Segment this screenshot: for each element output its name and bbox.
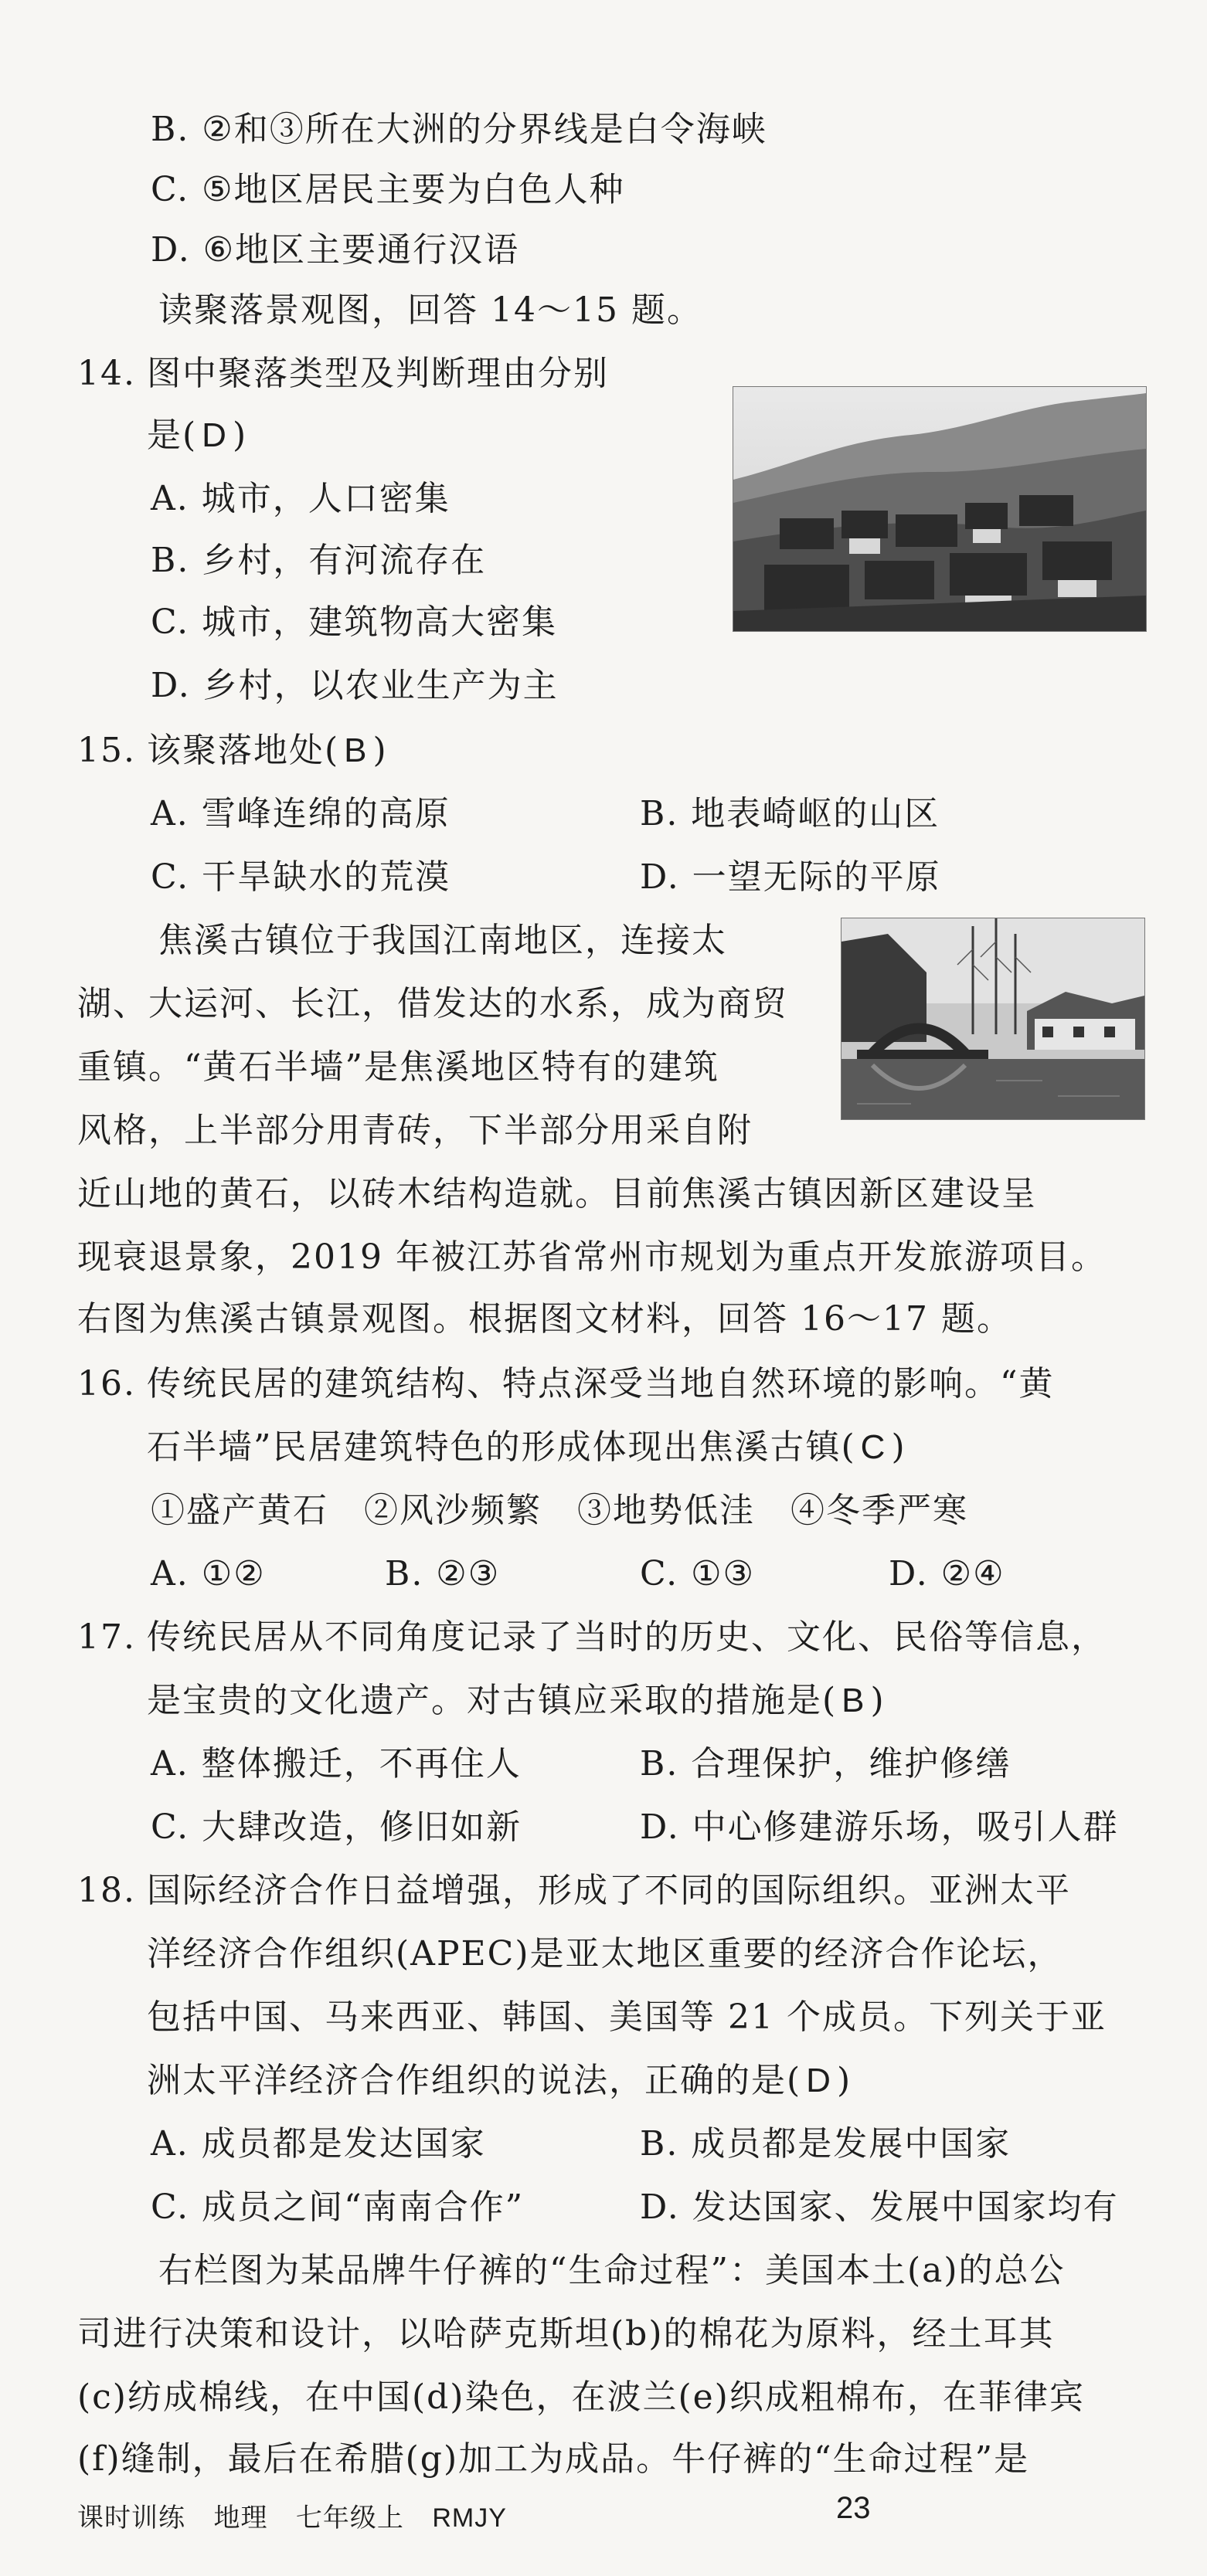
footer-subject: 地理 <box>213 2503 268 2533</box>
q15-text <box>147 726 388 776</box>
passage-line5: 近山地的黄石，以砖木结构造就。目前焦溪古镇因新区建设呈 <box>77 1174 1037 1213</box>
q15-option-b: B. 地表崎岖的山区 <box>640 794 940 833</box>
q13-option-d: D. ⑥地区主要通行汉语 <box>151 230 520 270</box>
q14-number: 14. <box>77 354 136 393</box>
q14-option-c: C. 城市，建筑物高大密集 <box>151 602 558 642</box>
q16-option-a: A. ①② <box>151 1554 266 1593</box>
q18-option-c: C. 成员之间“南南合作” <box>151 2187 525 2227</box>
q18-answer: D <box>806 2062 832 2099</box>
jiaoxi-town-photo <box>841 918 1145 1120</box>
footer-series: 课时训练 <box>77 2503 185 2533</box>
q17-option-a: A. 整体搬迁，不再住人 <box>151 1744 522 1784</box>
q16-text-line2 <box>147 1423 906 1472</box>
passage-line6: 现衰退景象，2019 年被江苏省常州市规划为重点开发旅游项目。 <box>77 1237 1107 1277</box>
q16-number: 16. <box>77 1364 136 1403</box>
q14-text-line2 <box>147 411 247 460</box>
jeans-passage-line3: (c)纺成棉线，在中国(d)染色，在波兰(e)织成粗棉布，在菲律宾 <box>77 2377 1085 2417</box>
q18-text-line4-prefix: 洲太平洋经济合作组织的说法，正确的是( <box>147 2061 802 2100</box>
q16-answer: C <box>860 1428 887 1466</box>
jeans-passage-line4: (f)缝制，最后在希腊(g)加工为成品。牛仔裤的“生命过程”是 <box>77 2439 1030 2479</box>
q15-option-a: A. 雪峰连绵的高原 <box>151 794 450 833</box>
q15-option-d: D. 一望无际的平原 <box>640 857 941 897</box>
instruction-14-15: 读聚落景观图，回答 14～15 题。 <box>158 290 702 330</box>
q14-text-line1: 图中聚落类型及判断理由分别 <box>147 354 609 393</box>
q17-text-line2-prefix: 是宝贵的文化遗产。对古镇应采取的措施是( <box>147 1681 838 1720</box>
q18-text-line4 <box>147 2056 852 2106</box>
passage-line7: 右图为焦溪古镇景观图。根据图文材料，回答 16～17 题。 <box>77 1299 1012 1339</box>
passage-line3: 重镇。“黄石半墙”是焦溪地区特有的建筑 <box>77 1047 719 1087</box>
q17-answer: B <box>842 1682 866 1719</box>
q16-option-d: D. ②④ <box>889 1554 1005 1593</box>
q15-option-c: C. 干旱缺水的荒漠 <box>151 857 451 897</box>
q14-close-paren: ) <box>232 416 248 455</box>
settlement-landscape-photo <box>733 386 1147 632</box>
q16-statements: ①盛产黄石 ②风沙频繁 ③地势低洼 ④冬季严寒 <box>151 1491 968 1530</box>
q15-answer: B <box>344 731 369 769</box>
q14-answer: D <box>202 416 228 454</box>
q14-option-b: B. 乡村，有河流存在 <box>151 541 487 580</box>
q16-text-line2-prefix: 石半墙”民居建筑特色的形成体现出焦溪古镇( <box>147 1427 856 1467</box>
q18-option-d: D. 发达国家、发展中国家均有 <box>640 2187 1119 2227</box>
q17-option-b: B. 合理保护，维护修缮 <box>640 1744 1012 1784</box>
q18-option-a: A. 成员都是发达国家 <box>151 2124 486 2164</box>
q18-option-b: B. 成员都是发展中国家 <box>640 2124 1012 2164</box>
q15-close-paren: ) <box>372 731 388 770</box>
q18-text-line1: 国际经济合作日益增强，形成了不同的国际组织。亚洲太平 <box>147 1871 1071 1910</box>
q15-number: 15. <box>77 731 136 770</box>
page-number: 23 <box>836 2491 871 2525</box>
q14-option-a: A. 城市，人口密集 <box>151 479 450 518</box>
q17-text-line1: 传统民居从不同角度记录了当时的历史、文化、民俗等信息， <box>147 1617 1107 1657</box>
q16-option-b: B. ②③ <box>385 1554 501 1593</box>
page-footer <box>77 2496 527 2534</box>
jiaoxi-photo-graphic <box>842 918 1144 1119</box>
settlement-photo-graphic <box>733 387 1146 631</box>
jeans-passage-line1: 右栏图为某品牌牛仔裤的“生命过程”：美国本土(a)的总公 <box>158 2251 1066 2290</box>
passage-line2: 湖、大运河、长江，借发达的水系，成为商贸 <box>77 984 788 1023</box>
q13-option-c: C. ⑤地区居民主要为白色人种 <box>151 170 625 209</box>
q14-option-d: D. 乡村，以农业生产为主 <box>151 666 559 705</box>
footer-grade: 七年级上 <box>295 2503 404 2533</box>
passage-line1: 焦溪古镇位于我国江南地区，连接太 <box>158 921 727 960</box>
q18-number: 18. <box>77 1871 136 1910</box>
q13-option-b: B. ②和③所在大洲的分界线是白令海峡 <box>151 110 767 149</box>
q15-text-prefix: 该聚落地处( <box>147 731 340 770</box>
q17-option-d: D. 中心修建游乐场，吸引人群 <box>640 1807 1119 1847</box>
jeans-passage-line2: 司进行决策和设计，以哈萨克斯坦(b)的棉花为原料，经土耳其 <box>77 2314 1055 2354</box>
footer-edition: RMJY <box>432 2503 507 2533</box>
q14-text-line2-prefix: 是( <box>147 416 198 455</box>
q17-text-line2 <box>147 1676 886 1726</box>
passage-line4: 风格，上半部分用青砖，下半部分用采自附 <box>77 1111 753 1150</box>
q18-text-line2: 洋经济合作组织(APEC)是亚太地区重要的经济合作论坛， <box>147 1934 1063 1974</box>
q17-option-c: C. 大肆改造，修旧如新 <box>151 1807 522 1847</box>
q16-option-c: C. ①③ <box>640 1554 755 1593</box>
q16-text-line1: 传统民居的建筑结构、特点深受当地自然环境的影响。“黄 <box>147 1364 1055 1403</box>
q18-close-paren: ) <box>836 2061 852 2100</box>
q16-close-paren: ) <box>891 1427 906 1467</box>
q17-close-paren: ) <box>870 1681 886 1720</box>
q18-text-line3: 包括中国、马来西亚、韩国、美国等 21 个成员。下列关于亚 <box>147 1997 1107 2037</box>
q17-number: 17. <box>77 1617 136 1657</box>
